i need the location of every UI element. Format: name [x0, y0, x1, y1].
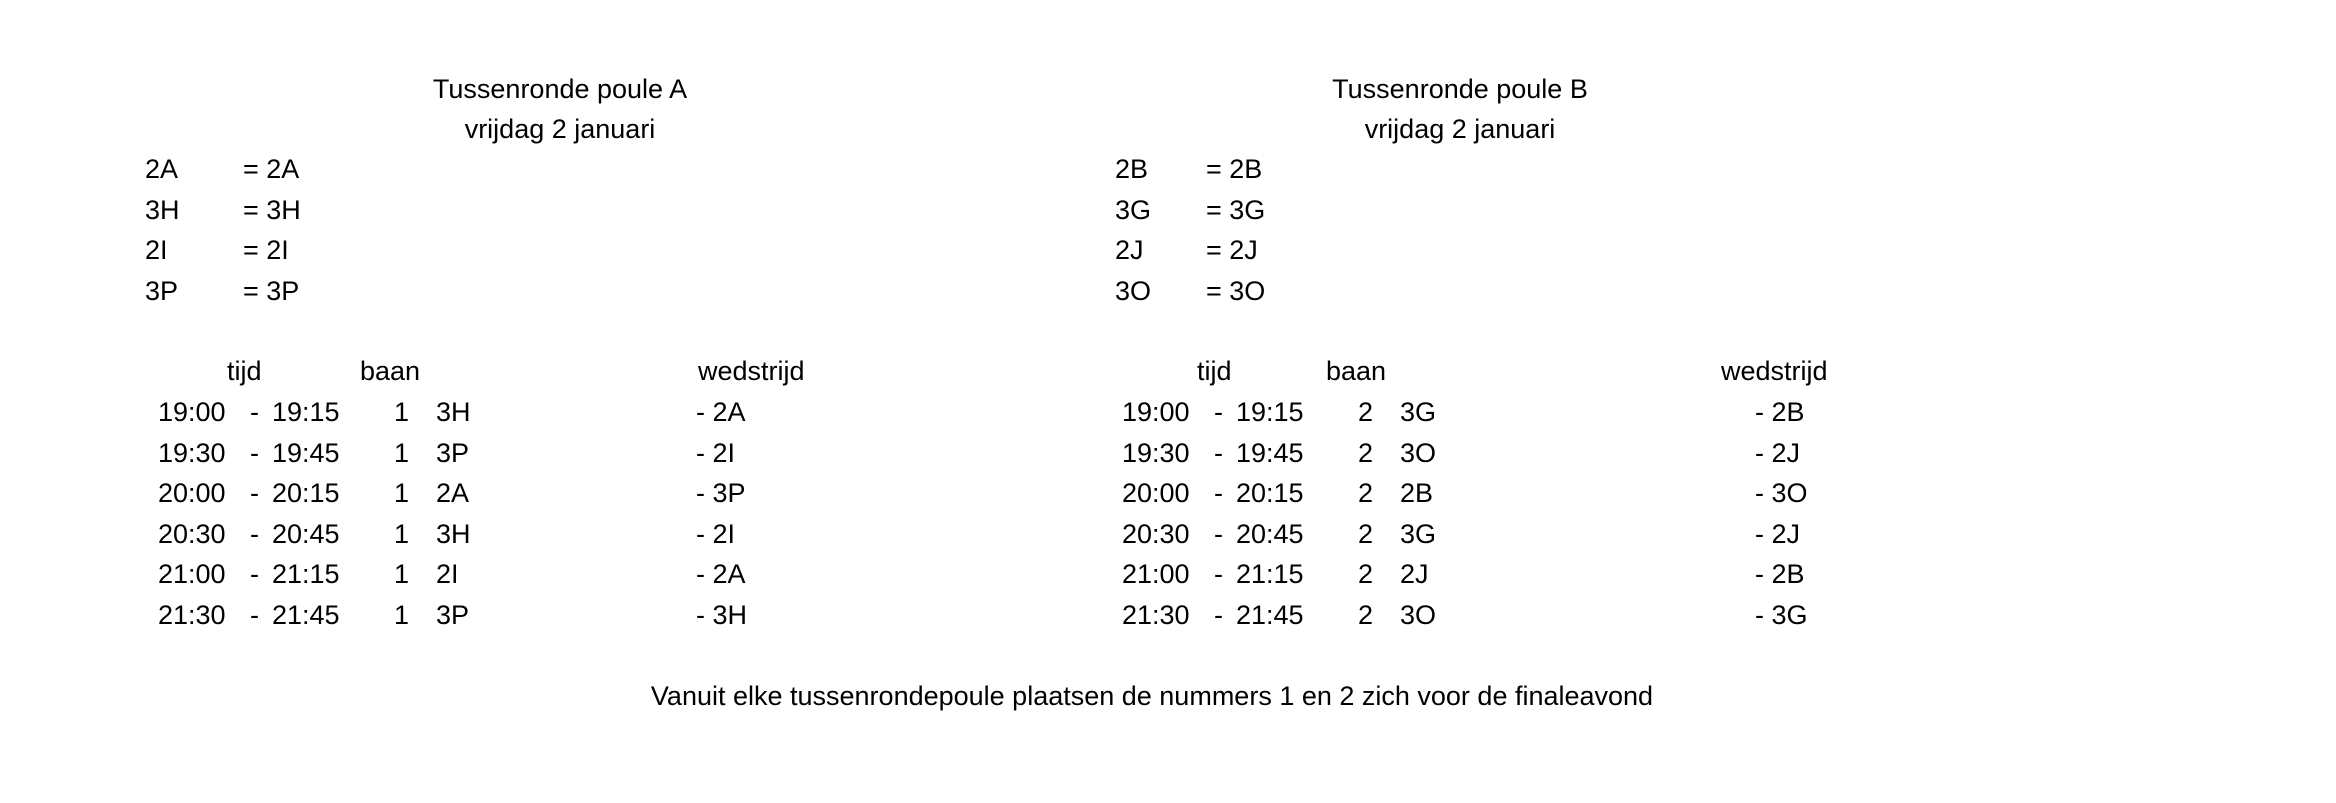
- match-time-separator: -: [250, 397, 259, 427]
- pool-title: Tussenronde poule A: [432, 74, 688, 104]
- seed-value: = 3P: [243, 276, 300, 306]
- match-end-time: 20:15: [1236, 478, 1304, 508]
- match-home-team: 2I: [436, 559, 459, 589]
- match-end-time: 20:15: [272, 478, 340, 508]
- match-end-time: 21:15: [1236, 559, 1304, 589]
- match-end-time: 20:45: [1236, 519, 1304, 549]
- seed-code: 2A: [145, 154, 179, 184]
- match-court: 1: [394, 519, 410, 549]
- match-home-team: 3G: [1400, 519, 1437, 549]
- match-start-time: 21:00: [158, 559, 226, 589]
- match-start-time: 20:30: [1122, 519, 1190, 549]
- match-away-team: - 2I: [696, 519, 736, 549]
- footer-note: Vanuit elke tussenrondepoule plaatsen de nummers 1 en 2 zich voor de finaleavond: [650, 681, 1654, 711]
- match-away-team: - 2A: [696, 397, 746, 427]
- seed-value: = 3G: [1206, 195, 1266, 225]
- match-start-time: 19:00: [1122, 397, 1190, 427]
- match-away-team: - 3P: [696, 478, 746, 508]
- pool-date: vrijdag 2 januari: [464, 114, 656, 144]
- match-home-team: 3G: [1400, 397, 1437, 427]
- match-court: 2: [1358, 438, 1374, 468]
- seed-code: 3P: [145, 276, 179, 306]
- match-away-team: - 3O: [1755, 478, 1808, 508]
- match-court: 1: [394, 478, 410, 508]
- match-away-team: - 2B: [1755, 559, 1805, 589]
- match-court: 1: [394, 397, 410, 427]
- seed-code: 3G: [1115, 195, 1152, 225]
- match-start-time: 20:00: [158, 478, 226, 508]
- pool-title: Tussenronde poule B: [1332, 74, 1588, 104]
- match-home-team: 2A: [436, 478, 470, 508]
- match-start-time: 21:00: [1122, 559, 1190, 589]
- seed-value: = 2A: [243, 154, 300, 184]
- match-time-separator: -: [1214, 478, 1223, 508]
- match-start-time: 20:30: [158, 519, 226, 549]
- seed-code: 2I: [145, 235, 168, 265]
- match-home-team: 3H: [436, 397, 471, 427]
- match-away-team: - 2J: [1755, 519, 1801, 549]
- header-wedstrijd: wedstrijd: [1721, 356, 1828, 386]
- seed-value: = 3O: [1206, 276, 1266, 306]
- header-baan: baan: [1326, 356, 1387, 386]
- match-time-separator: -: [1214, 397, 1223, 427]
- match-home-team: 3O: [1400, 438, 1437, 468]
- seed-value: = 2J: [1206, 235, 1258, 265]
- match-away-team: - 2J: [1755, 438, 1801, 468]
- seed-value: = 3H: [243, 195, 301, 225]
- match-home-team: 3O: [1400, 600, 1437, 630]
- match-home-team: 2J: [1400, 559, 1429, 589]
- match-court: 1: [394, 438, 410, 468]
- match-away-team: - 2A: [696, 559, 746, 589]
- match-time-separator: -: [1214, 600, 1223, 630]
- match-end-time: 19:45: [1236, 438, 1304, 468]
- seed-value: = 2B: [1206, 154, 1263, 184]
- match-time-separator: -: [250, 600, 259, 630]
- match-start-time: 19:30: [1122, 438, 1190, 468]
- header-baan: baan: [360, 356, 421, 386]
- match-end-time: 19:45: [272, 438, 340, 468]
- match-court: 2: [1358, 600, 1374, 630]
- match-time-separator: -: [250, 519, 259, 549]
- match-end-time: 19:15: [272, 397, 340, 427]
- match-time-separator: -: [1214, 559, 1223, 589]
- match-start-time: 19:30: [158, 438, 226, 468]
- match-time-separator: -: [1214, 519, 1223, 549]
- match-end-time: 20:45: [272, 519, 340, 549]
- match-time-separator: -: [1214, 438, 1223, 468]
- match-start-time: 19:00: [158, 397, 226, 427]
- header-tijd: tijd: [1197, 356, 1232, 386]
- match-end-time: 21:15: [272, 559, 340, 589]
- match-start-time: 21:30: [158, 600, 226, 630]
- match-home-team: 3P: [436, 438, 470, 468]
- match-start-time: 21:30: [1122, 600, 1190, 630]
- match-court: 2: [1358, 397, 1374, 427]
- match-time-separator: -: [250, 478, 259, 508]
- seed-value: = 2I: [243, 235, 289, 265]
- match-away-team: - 3H: [696, 600, 748, 630]
- seed-code: 2B: [1115, 154, 1149, 184]
- seed-code: 3O: [1115, 276, 1152, 306]
- match-away-team: - 2I: [696, 438, 736, 468]
- match-start-time: 20:00: [1122, 478, 1190, 508]
- match-court: 2: [1358, 559, 1374, 589]
- match-home-team: 3H: [436, 519, 471, 549]
- match-time-separator: -: [250, 559, 259, 589]
- match-home-team: 2B: [1400, 478, 1434, 508]
- header-wedstrijd: wedstrijd: [698, 356, 805, 386]
- seed-code: 3H: [145, 195, 180, 225]
- match-court: 1: [394, 600, 410, 630]
- match-time-separator: -: [250, 438, 259, 468]
- match-end-time: 21:45: [1236, 600, 1304, 630]
- pool-date: vrijdag 2 januari: [1364, 114, 1556, 144]
- match-end-time: 19:15: [1236, 397, 1304, 427]
- match-away-team: - 2B: [1755, 397, 1805, 427]
- match-home-team: 3P: [436, 600, 470, 630]
- match-end-time: 21:45: [272, 600, 340, 630]
- seed-code: 2J: [1115, 235, 1144, 265]
- match-court: 2: [1358, 478, 1374, 508]
- match-court: 2: [1358, 519, 1374, 549]
- header-tijd: tijd: [227, 356, 262, 386]
- match-away-team: - 3G: [1755, 600, 1808, 630]
- match-court: 1: [394, 559, 410, 589]
